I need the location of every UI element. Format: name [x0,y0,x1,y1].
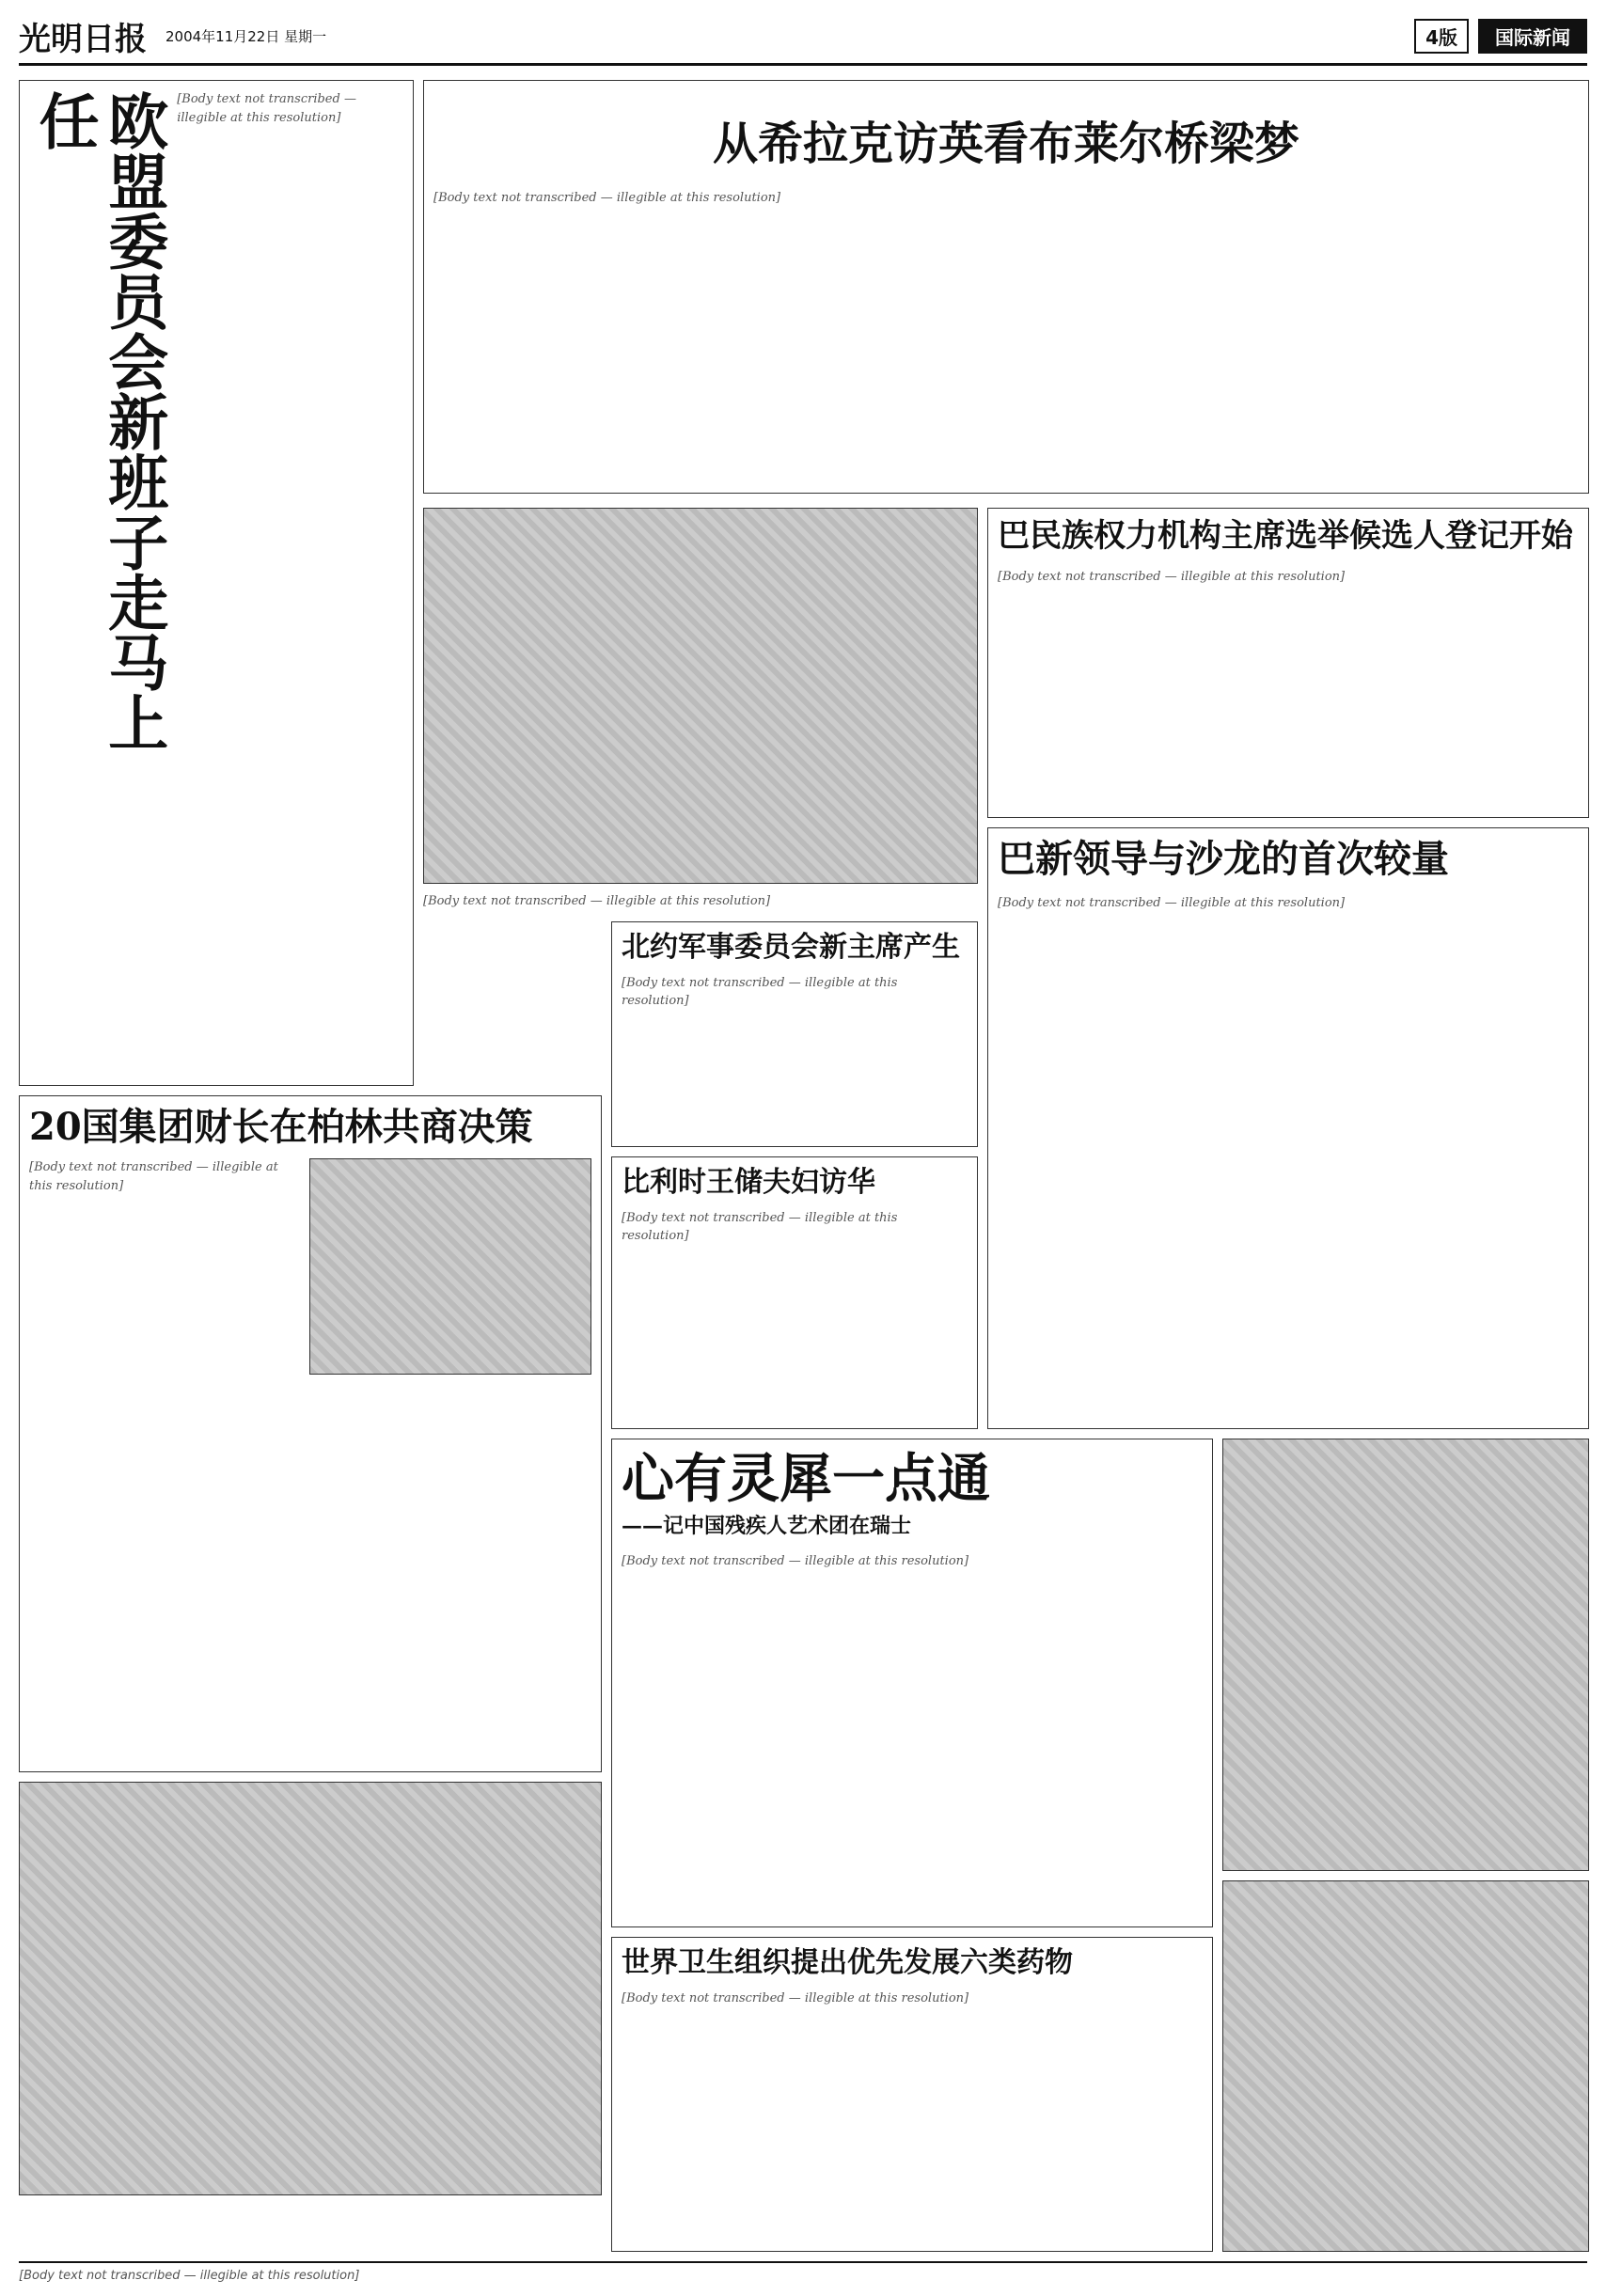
photo-paris-taxi [1222,1439,1589,1871]
newspaper-brand: 光明日报 [19,21,147,58]
photo-nuclear-facility [423,508,978,884]
page-number: 4版 [1414,19,1469,54]
section-title: 国际新闻 [1478,19,1587,54]
issue-date: 2004年11月22日 星期一 [165,28,327,45]
article-body: [Body text not transcribed — illegible at this resolution] [29,1160,278,1193]
article-disabled-troupe [611,1439,1213,1927]
article-headline: 欧盟委员会新班子走马上任 [28,90,169,752]
article-subheadline: ——记中国残疾人艺术团在瑞士 [622,1514,912,1539]
article-headline: 巴新领导与沙龙的首次较量 [998,837,1449,881]
photo-caption: [Body text not transcribed — illegible at this resolution] [423,894,771,908]
article-body: [Body text not transcribed — illegible at this resolution] [622,1210,898,1243]
page-footer: [Body text not transcribed — illegible at this resolution] [19,2261,1587,2283]
photo-museum [19,1782,602,2195]
article-body: [Body text not transcribed — illegible at this resolution] [433,191,781,206]
article-headline: 心有灵犀一点通 [622,1448,990,1510]
masthead [19,9,1587,66]
article-headline: 巴民族权力机构主席选举候选人登记开始 [998,517,1573,555]
article-body: [Body text not transcribed — illegible at this resolution] [622,975,898,1008]
article-headline: 从希拉克访英看布莱尔桥梁梦 [712,118,1299,170]
photo-parking [1222,1880,1589,2252]
article-headline: 世界卫生组织提出优先发展六类药物 [622,1946,1073,1979]
article-headline: 20国集团财长在柏林共商决策 [29,1105,533,1149]
article-body: [Body text not transcribed — illegible at this resolution] [177,92,356,125]
article-headline: 比利时王储夫妇访华 [622,1166,875,1199]
article-g20-berlin [19,1095,602,1772]
article-palestine-registration [987,508,1589,818]
article-body: [Body text not transcribed — illegible at this resolution] [998,570,1346,585]
article-palestine-sharon [987,827,1589,1429]
article-chirac-visit [423,80,1589,494]
article-eu-commission [19,80,414,1086]
article-who-medicines [611,1937,1213,2252]
article-body: [Body text not transcribed — illegible at this resolution] [622,1990,969,2005]
article-nato-chairman [611,921,978,1147]
article-body: [Body text not transcribed — illegible at this resolution] [622,1553,969,1568]
article-belgium-royals [611,1156,978,1429]
article-headline: 北约军事委员会新主席产生 [622,931,960,964]
article-body: [Body text not transcribed — illegible at this resolution] [998,896,1346,910]
photo-g20-officials [309,1158,591,1375]
